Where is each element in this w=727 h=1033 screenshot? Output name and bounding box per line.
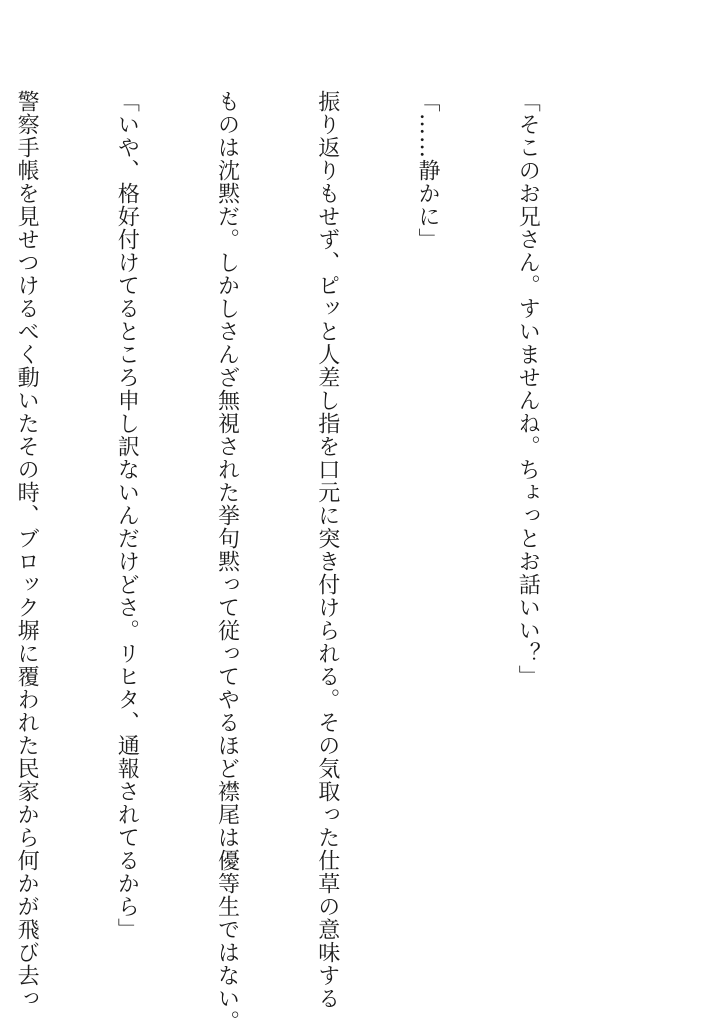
vertical-text-body (0, 90, 611, 1033)
text-line: ものは沈黙だ。しかしさんざ無視された挙句黙って従ってやるほど襟尾は優等生ではない。 (214, 90, 240, 1033)
text-line: 「……静かに」 (414, 90, 440, 251)
text-line: 「そこのお兄さん。すいませんね。ちょっとお話いい？」 (515, 90, 541, 688)
text-line: 「いや、格好付けてるところ申し訳ないんだけどさ。リヒタ、通報されてるから」 (114, 90, 140, 941)
text-line: 警察手帳を見せつけるべく動いたその時、ブロック塀に覆われた民家から何かが飛び去っ (14, 90, 40, 1010)
text-line: 振り返りもせず、ピッと人差し指を口元に突き付けられる。その気取った仕草の意味する (314, 90, 340, 1010)
